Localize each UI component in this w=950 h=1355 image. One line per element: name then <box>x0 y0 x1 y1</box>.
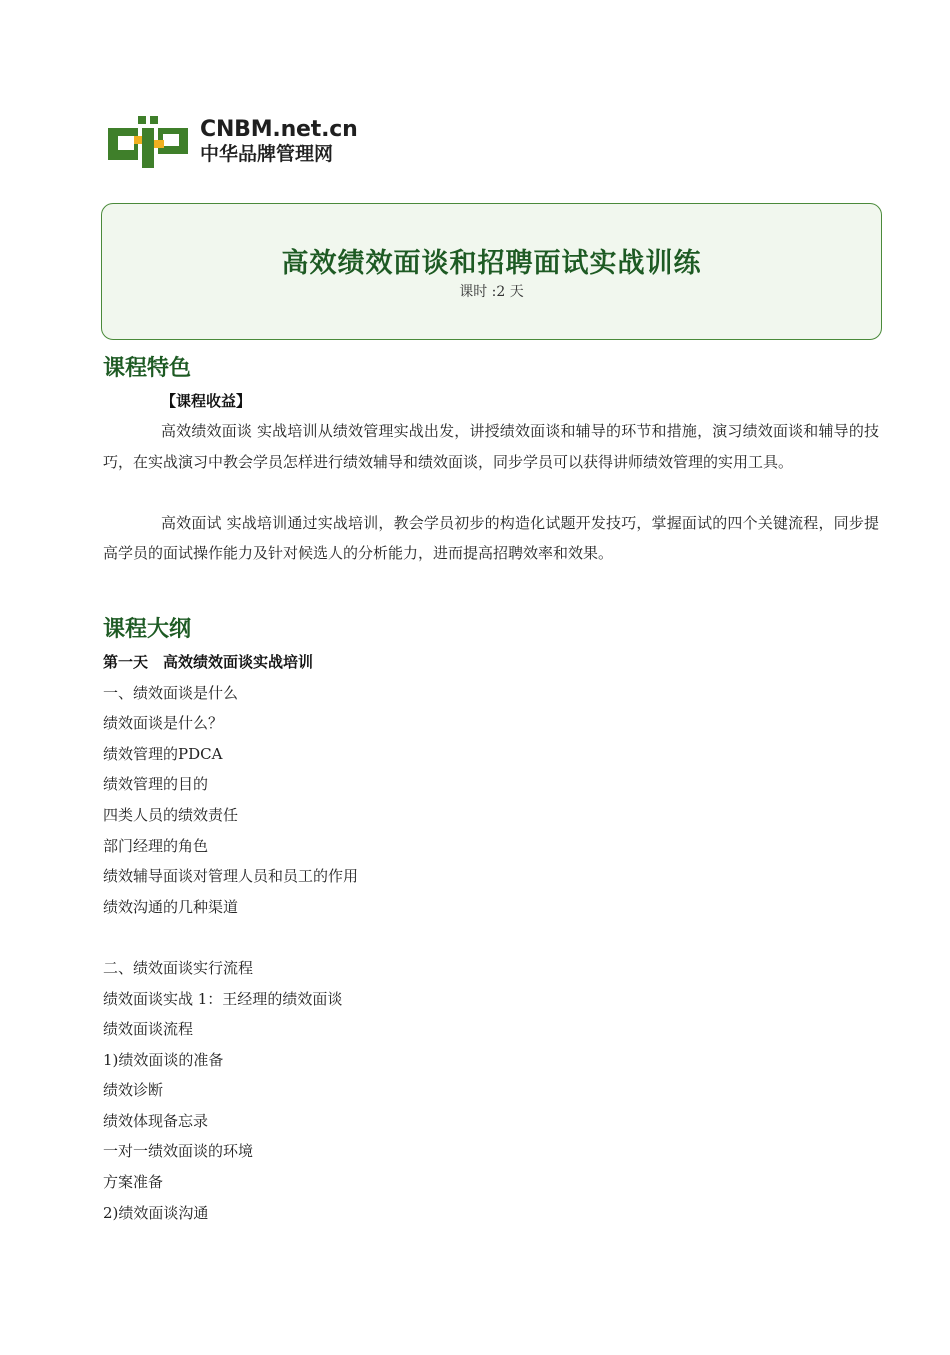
outline-item: 绩效管理的PDCA <box>103 744 223 763</box>
outline-item: 方案准备 <box>103 1173 164 1192</box>
outline-item: 绩效管理的目的 <box>103 775 209 794</box>
document-body <box>103 350 879 1228</box>
outline-item: 2)绩效面谈沟通 <box>103 1203 209 1222</box>
outline-item: 二、绩效面谈实行流程 <box>103 958 254 977</box>
benefit-paragraph-1: 高效绩效面谈 实战培训从绩效管理实战出发，讲授绩效面谈和辅导的环节和措施，演习绩效面谈和辅导的技巧，在实战演习中教会学员怎样进行绩效辅导和绩效面谈，同步学员可以获得讲师绩效管理的实用工具。 <box>103 422 879 471</box>
outline-item: 绩效沟通的几种渠道 <box>103 897 239 916</box>
day1-title: 第一天 高效绩效面谈实战培训 <box>103 652 314 671</box>
outline-item: 绩效面谈是什么？ <box>103 714 224 733</box>
course-title-box <box>101 203 882 340</box>
outline-item: 绩效诊断 <box>103 1081 164 1100</box>
benefit-paragraph-2: 高效面试 实战培训通过实战培训，教会学员初步的构造化试题开发技巧，掌握面试的四个关键流程，同步提高学员的面试操作能力及针对候选人的分析能力，进而提高招聘效率和效果。 <box>103 513 879 563</box>
cnbm-logo <box>108 116 378 172</box>
outline-item: 1)绩效面谈的准备 <box>103 1050 224 1069</box>
outline-item: 绩效体现备忘录 <box>103 1111 209 1130</box>
course-title: 高效绩效面谈和招聘面试实战训练 <box>281 248 702 279</box>
outline-heading: 课程大纲 <box>103 615 192 642</box>
outline-item: 绩效面谈实战 1：王经理的绩效面谈 <box>103 989 343 1008</box>
course-duration: 课时 :2 天 <box>459 284 524 300</box>
outline-item: 绩效辅导面谈对管理人员和员工的作用 <box>103 867 359 886</box>
benefits-label: 【课程收益】 <box>161 392 252 410</box>
cnbm-logo-mark-icon <box>108 116 188 168</box>
outline-item: 绩效面谈流程 <box>103 1020 194 1039</box>
outline-item: 一对一绩效面谈的环境 <box>103 1142 254 1161</box>
features-heading: 课程特色 <box>103 355 192 381</box>
outline-item: 四类人员的绩效责任 <box>103 805 239 824</box>
outline-item: 部门经理的角色 <box>103 836 209 855</box>
outline-item: 一、绩效面谈是什么 <box>103 683 239 702</box>
logo-english-text: CNBM.net.cn <box>200 117 358 142</box>
logo-chinese-text: 中华品牌管理网 <box>200 143 334 165</box>
